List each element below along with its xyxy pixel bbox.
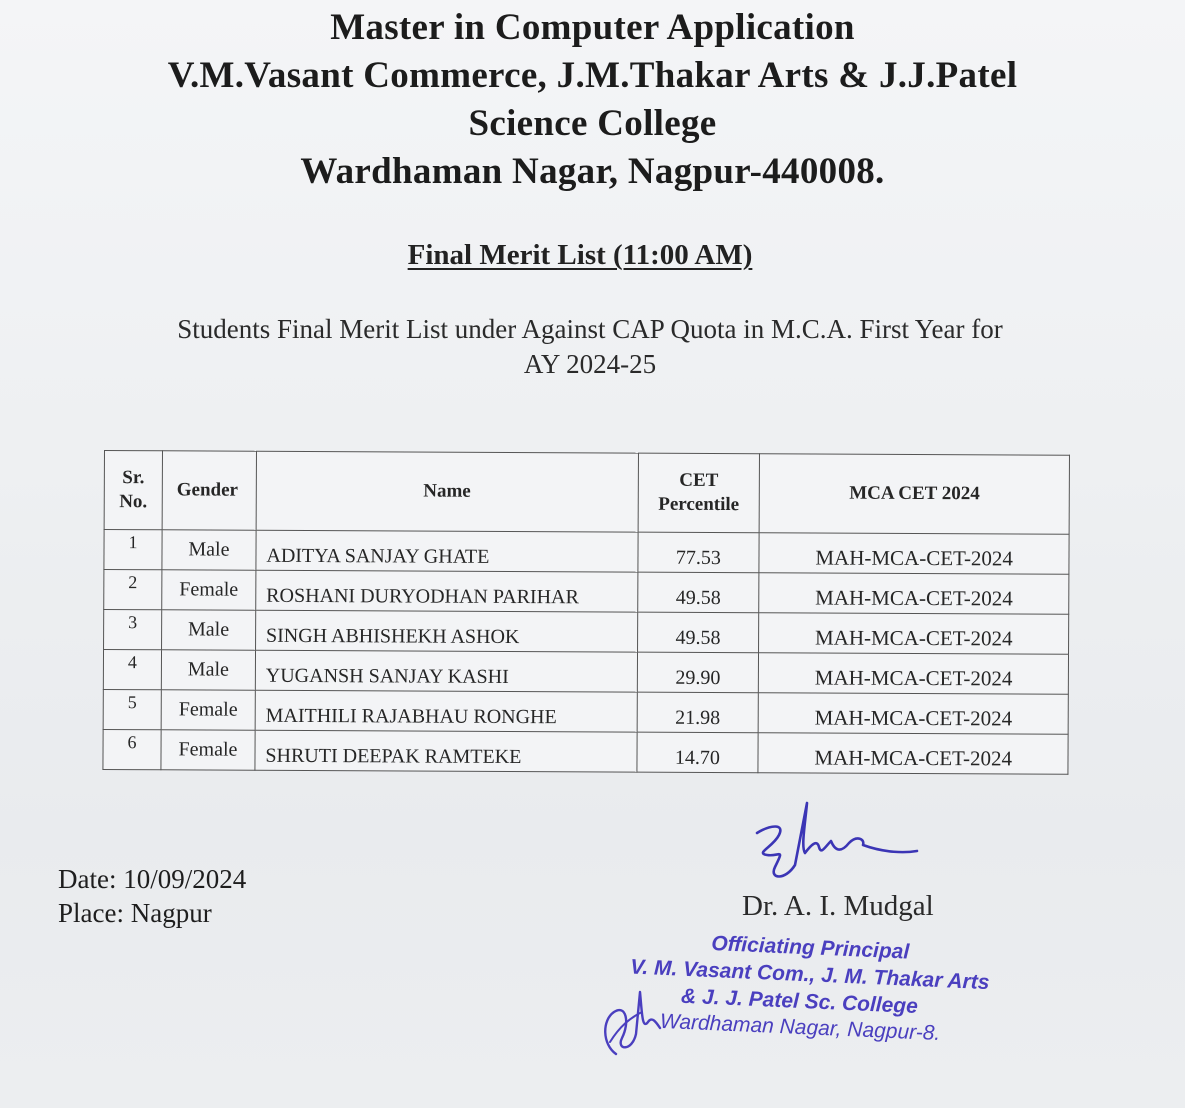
college-name-line1: V.M.Vasant Commerce, J.M.Thakar Arts & J.J.Patel [167, 55, 1018, 96]
cell-gender: Female [162, 570, 256, 610]
table-row [103, 689, 1068, 734]
table-header-row [104, 451, 1069, 535]
college-stamp [620, 928, 1020, 1046]
header-mca-cet: MCA CET 2024 [760, 454, 1070, 535]
merit-table [102, 450, 1070, 775]
table-row [104, 570, 1069, 615]
cell-sr-no: 1 [104, 530, 162, 570]
cell-percentile: 49.58 [637, 612, 759, 653]
college-header [0, 4, 1185, 196]
cell-percentile: 77.53 [637, 532, 759, 573]
stamp-address: Wardhaman Nagar, Nagpur-8. [659, 1009, 941, 1046]
cell-name: ADITYA SANJAY GHATE [256, 530, 638, 572]
cell-gender: Female [161, 730, 255, 770]
merit-list-title [0, 236, 1160, 274]
stamp-college-line2: & J. J. Patel Sc. College [680, 984, 919, 1019]
cell-exam: MAH-MCA-CET-2024 [759, 533, 1069, 575]
cell-exam: MAH-MCA-CET-2024 [759, 653, 1069, 695]
cell-sr-no: 5 [103, 689, 161, 729]
header-sr-no: Sr. No. [104, 451, 162, 530]
cell-sr-no: 3 [104, 610, 162, 650]
place-text: Place: Nagpur [58, 898, 212, 928]
cell-name: ROSHANI DURYODHAN PARIHAR [256, 570, 638, 612]
header-gender: Gender [162, 451, 256, 530]
cell-name: SINGH ABHISHEKH ASHOK [255, 610, 637, 652]
stamp-designation: Officiating Principal [710, 932, 910, 964]
table-row [103, 650, 1068, 695]
cell-percentile: 29.90 [637, 652, 759, 693]
cell-gender: Male [162, 530, 256, 570]
cell-sr-no: 4 [103, 650, 161, 690]
cell-percentile: 49.58 [637, 572, 759, 613]
cell-gender: Male [161, 610, 255, 650]
cell-name: YUGANSH SANJAY KASHI [255, 650, 637, 692]
cell-name: MAITHILI RAJABHAU RONGHE [255, 690, 637, 732]
description-line2: AY 2024-25 [523, 349, 657, 379]
principal-name: Dr. A. I. Mudgal [742, 890, 934, 922]
cell-sr-no: 6 [103, 729, 161, 769]
header-cet-percentile: CET Percentile [638, 453, 760, 533]
merit-list-title-text: Final Merit List (11:00 AM) [407, 239, 753, 271]
cell-exam: MAH-MCA-CET-2024 [759, 693, 1069, 735]
cell-exam: MAH-MCA-CET-2024 [759, 573, 1069, 615]
cell-percentile: 21.98 [637, 692, 759, 733]
college-name-line2: Science College [468, 103, 717, 144]
stamp-initials-signature [596, 982, 666, 1062]
stamp-college-line1: V. M. Vasant Com., J. M. Thakar Arts [629, 955, 990, 995]
table-row [103, 729, 1068, 774]
cell-percentile: 14.70 [636, 732, 758, 773]
date-place-block [58, 862, 246, 930]
cell-gender: Female [161, 690, 255, 730]
description-line1: Students Final Merit List under Against CAP Quota in M.C.A. First Year for [177, 314, 1003, 344]
table-row [104, 610, 1069, 655]
cell-name: SHRUTI DEEPAK RAMTEKE [255, 730, 637, 772]
cell-exam: MAH-MCA-CET-2024 [758, 733, 1068, 775]
merit-list-description [110, 312, 1070, 382]
table-row [104, 530, 1069, 575]
cell-gender: Male [161, 650, 255, 690]
header-name: Name [256, 451, 638, 532]
college-address: Wardhaman Nagar, Nagpur-440008. [300, 151, 885, 192]
program-title: Master in Computer Application [330, 7, 855, 48]
date-text: Date: 10/09/2024 [58, 864, 247, 894]
cell-sr-no: 2 [104, 570, 162, 610]
cell-exam: MAH-MCA-CET-2024 [759, 613, 1069, 655]
principal-signature [745, 795, 925, 895]
